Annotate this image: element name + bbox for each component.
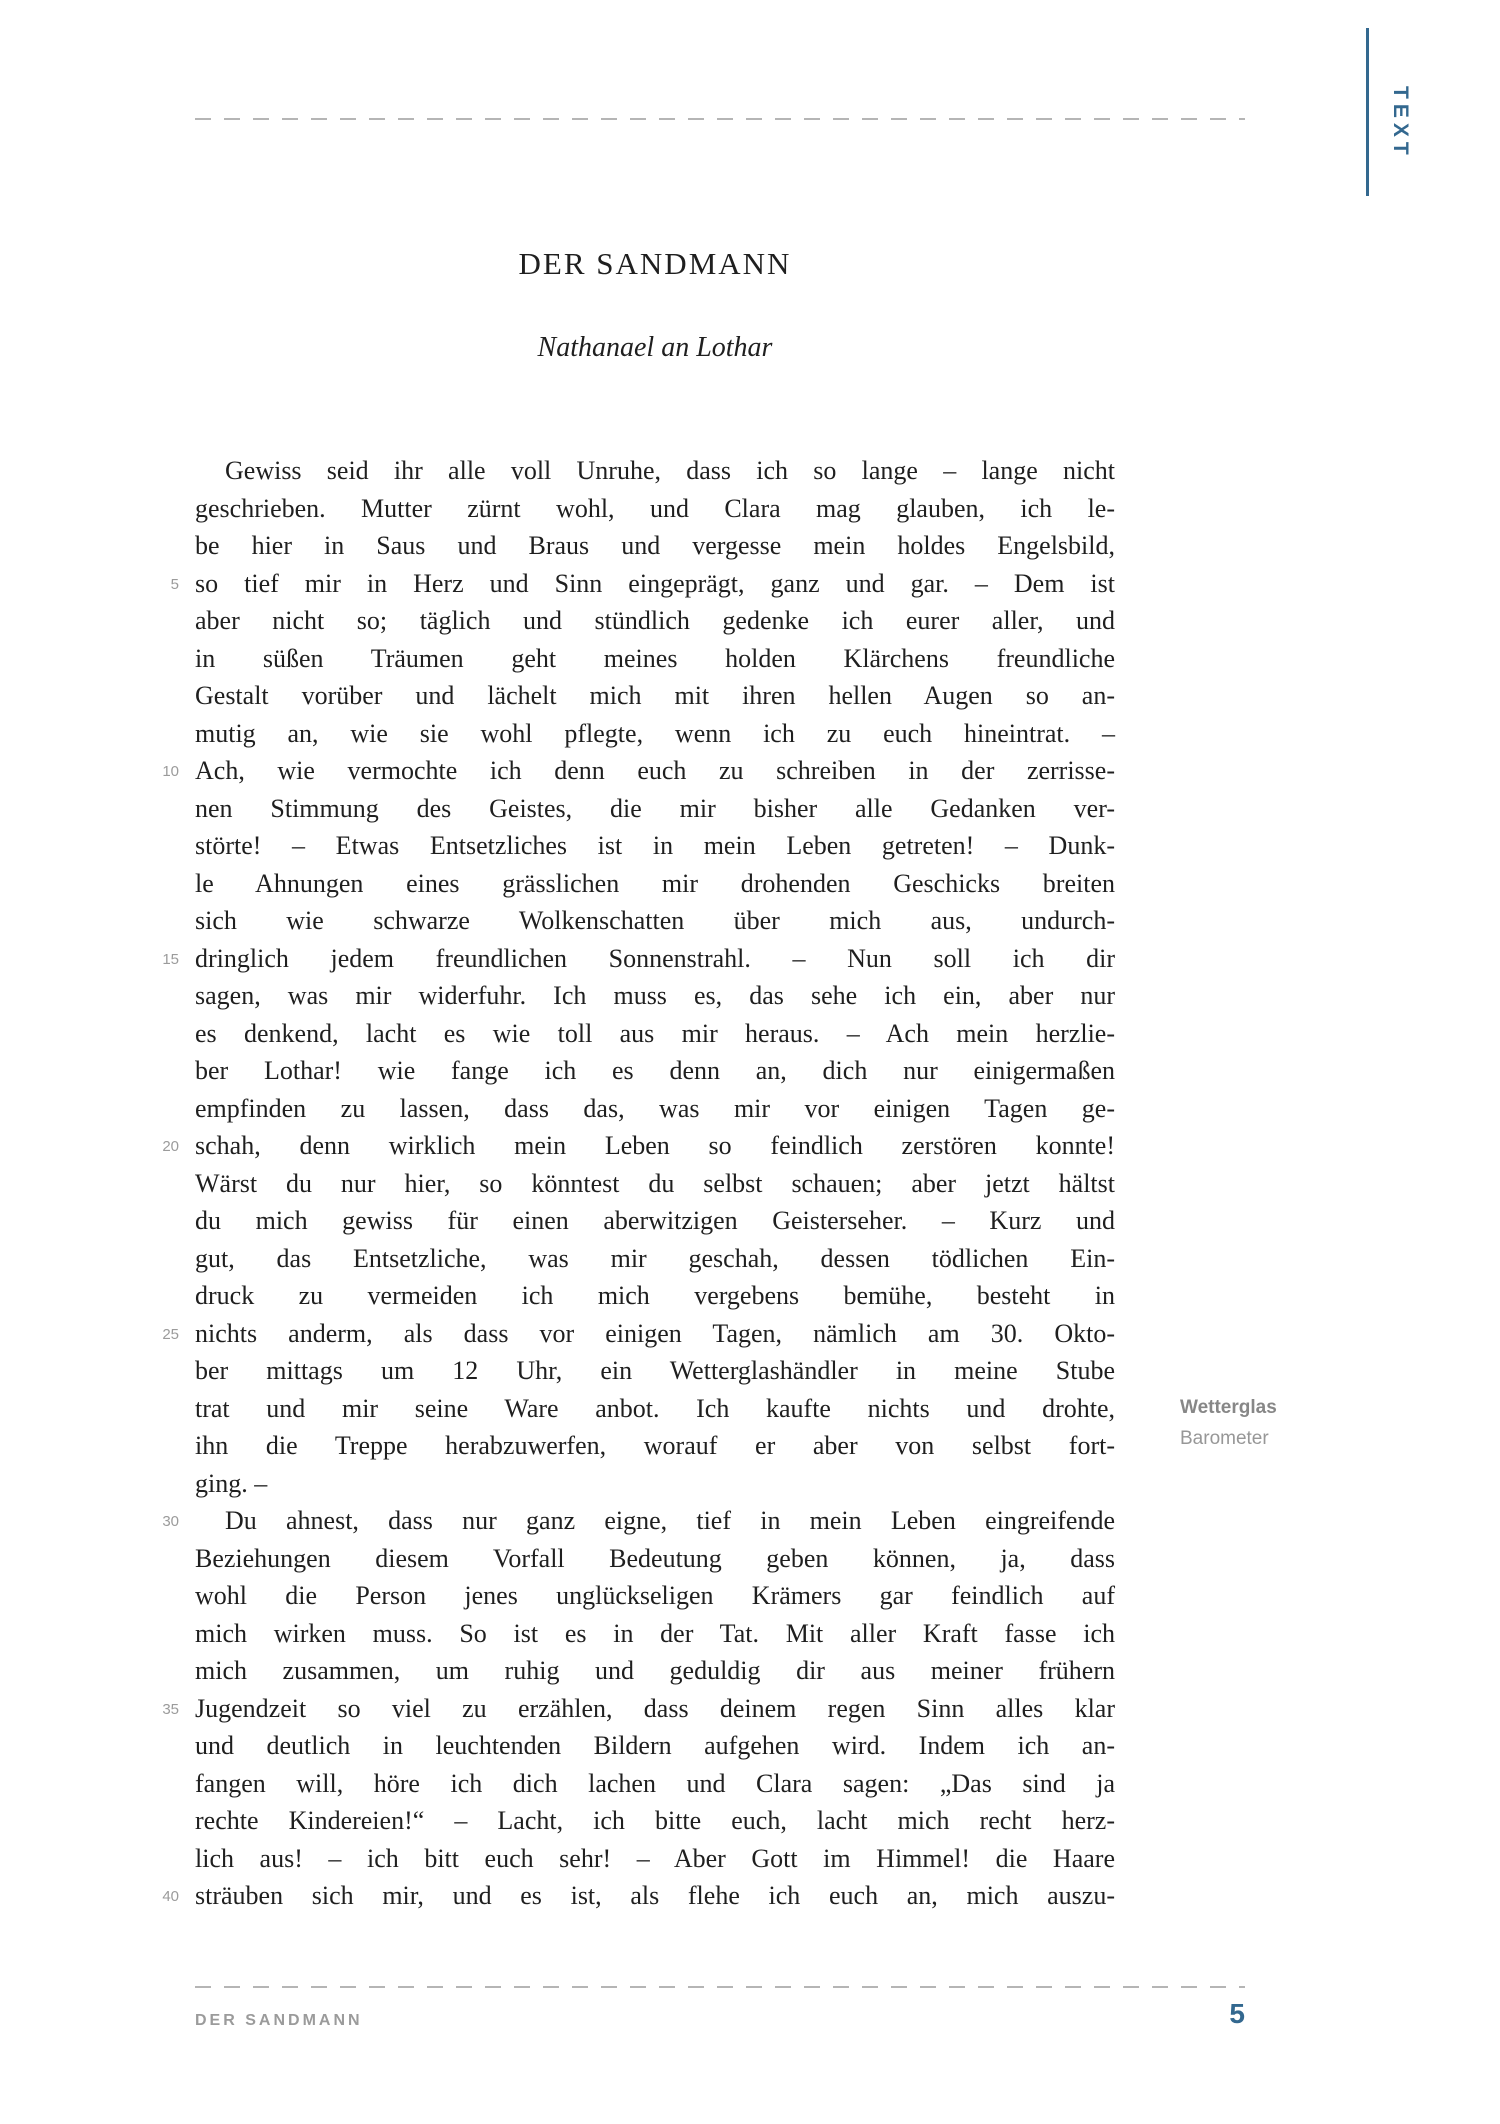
chapter-title: DER SANDMANN bbox=[518, 246, 792, 281]
text-line bbox=[170, 565, 1115, 603]
text-line bbox=[162, 1502, 1115, 1540]
line-text: Du ahnest, dass nur ganz eigne, tief in mein Leben eingreifende bbox=[225, 1506, 1115, 1535]
line-text: ihn die Treppe herabzuwerfen, worauf er aber von selbst fort- bbox=[195, 1431, 1115, 1460]
text-line bbox=[195, 1052, 1115, 1090]
line-text: schah, denn wirklich mein Leben so feindlich zerstören konnte! bbox=[195, 1131, 1115, 1160]
line-text: geschrieben. Mutter zürnt wohl, und Clara mag glauben, ich le- bbox=[195, 493, 1115, 523]
text-line bbox=[195, 1240, 1115, 1278]
margin-note-term: Wetterglas bbox=[1180, 1396, 1277, 1418]
text-line bbox=[195, 1802, 1115, 1840]
text-line bbox=[195, 1840, 1115, 1878]
line-number: 5 bbox=[170, 575, 179, 593]
line-text: es denkend, lacht es wie toll aus mir heraus. – Ach mein herzlie- bbox=[195, 1018, 1115, 1048]
text-line bbox=[195, 640, 1115, 678]
line-text: sträuben sich mir, und es ist, als flehe ich euch an, mich auszu- bbox=[195, 1881, 1115, 1910]
line-text: und deutlich in leuchtenden Bildern aufgehen wird. Indem ich an- bbox=[195, 1731, 1115, 1760]
section-tab-label: TEXT bbox=[1389, 86, 1412, 160]
text-line bbox=[162, 1877, 1115, 1915]
line-text: be hier in Saus und Braus und vergesse mein holdes Engelsbild, bbox=[195, 531, 1115, 560]
line-text: mich wirken muss. So ist es in der Tat. Mit aller Kraft fasse ich bbox=[195, 1618, 1115, 1648]
body-text bbox=[162, 452, 1115, 1915]
line-text: gut, das Entsetzliche, was mir geschah, dessen tödlichen Ein- bbox=[195, 1243, 1115, 1273]
text-line bbox=[195, 1465, 1115, 1503]
line-text: ging. – bbox=[195, 1468, 268, 1498]
text-line bbox=[195, 1202, 1115, 1240]
chapter-subtitle: Nathanael an Lothar bbox=[537, 332, 773, 363]
text-line bbox=[195, 527, 1115, 565]
text-line bbox=[195, 1427, 1115, 1465]
line-text: Gestalt vorüber und lächelt mich mit ihren hellen Augen so an- bbox=[195, 681, 1115, 710]
page-number: 5 bbox=[1229, 1998, 1245, 2029]
text-line bbox=[195, 1165, 1115, 1203]
text-line bbox=[195, 452, 1115, 490]
text-line bbox=[195, 1577, 1115, 1615]
line-number: 15 bbox=[162, 950, 179, 968]
text-line bbox=[195, 602, 1115, 640]
bottom-divider bbox=[195, 1986, 1245, 1988]
line-text: lich aus! – ich bitt euch sehr! – Aber Gott im Himmel! die Haare bbox=[195, 1843, 1115, 1873]
line-text: wohl die Person jenes unglückseligen Krämers gar feindlich auf bbox=[195, 1581, 1115, 1610]
line-text: le Ahnungen eines grässlichen mir drohenden Geschicks breiten bbox=[195, 868, 1115, 898]
line-text: du mich gewiss für einen aberwitzigen Geisterseher. – Kurz und bbox=[195, 1206, 1115, 1235]
text-line bbox=[195, 977, 1115, 1015]
text-line bbox=[162, 752, 1115, 790]
text-line bbox=[162, 1127, 1115, 1165]
line-text: störte! – Etwas Entsetzliches ist in mein Leben getreten! – Dunk- bbox=[195, 831, 1115, 860]
line-text: empfinden zu lassen, dass das, was mir vor einigen Tagen ge- bbox=[195, 1093, 1115, 1123]
line-text: Gewiss seid ihr alle voll Unruhe, dass ich so lange – lange nicht bbox=[225, 456, 1115, 485]
line-number: 25 bbox=[162, 1325, 179, 1343]
text-line bbox=[195, 1277, 1115, 1315]
line-text: Wärst du nur hier, so könntest du selbst schauen; aber jetzt hältst bbox=[195, 1168, 1115, 1198]
text-line bbox=[195, 1352, 1115, 1390]
line-number: 10 bbox=[162, 763, 179, 780]
line-number: 20 bbox=[162, 1138, 179, 1155]
text-line bbox=[195, 1652, 1115, 1690]
line-number: 40 bbox=[162, 1888, 179, 1905]
line-text: dringlich jedem freundlichen Sonnenstrahl. – Nun soll ich dir bbox=[195, 943, 1115, 973]
top-divider bbox=[195, 118, 1245, 120]
line-text: Ach, wie vermochte ich denn euch zu schreiben in der zerrisse- bbox=[195, 756, 1115, 785]
line-number: 35 bbox=[162, 1700, 179, 1718]
text-line bbox=[195, 1727, 1115, 1765]
line-text: Beziehungen diesem Vorfall Bedeutung geben können, ja, dass bbox=[195, 1543, 1115, 1573]
text-line bbox=[195, 1615, 1115, 1653]
line-text: fangen will, höre ich dich lachen und Clara sagen: „Das sind ja bbox=[195, 1768, 1115, 1798]
line-text: aber nicht so; täglich und stündlich gedenke ich eurer aller, und bbox=[195, 606, 1115, 635]
margin-note bbox=[1180, 1392, 1450, 1454]
margin-note-gloss: Barometer bbox=[1180, 1427, 1269, 1449]
text-line bbox=[195, 902, 1115, 940]
text-line bbox=[195, 1015, 1115, 1053]
line-text: sich wie schwarze Wolkenschatten über mich aus, undurch- bbox=[195, 906, 1115, 935]
line-number: 30 bbox=[162, 1513, 179, 1530]
text-line bbox=[195, 715, 1115, 753]
line-text: in süßen Träumen geht meines holden Klärchens freundliche bbox=[195, 643, 1115, 673]
line-text: mich zusammen, um ruhig und geduldig dir aus meiner frühern bbox=[195, 1656, 1115, 1685]
line-text: trat und mir seine Ware anbot. Ich kaufte nichts und drohte, bbox=[195, 1393, 1115, 1423]
text-line bbox=[195, 827, 1115, 865]
running-footer: DER SANDMANN bbox=[195, 2012, 363, 2029]
text-line bbox=[195, 1540, 1115, 1578]
line-text: mutig an, wie sie wohl pflegte, wenn ich zu euch hineintrat. – bbox=[195, 718, 1115, 748]
line-text: nen Stimmung des Geistes, die mir bisher alle Gedanken ver- bbox=[195, 793, 1115, 823]
line-text: Jugendzeit so viel zu erzählen, dass deinem regen Sinn alles klar bbox=[195, 1693, 1115, 1723]
line-text: ber mittags um 12 Uhr, ein Wetterglashändler in meine Stube bbox=[195, 1356, 1115, 1385]
text-line bbox=[195, 490, 1115, 528]
text-line bbox=[195, 790, 1115, 828]
text-line bbox=[195, 1090, 1115, 1128]
text-line bbox=[195, 1765, 1115, 1803]
text-line bbox=[162, 1315, 1115, 1353]
line-text: ber Lothar! wie fange ich es denn an, dich nur einigermaßen bbox=[195, 1056, 1115, 1085]
text-line bbox=[162, 940, 1115, 978]
text-line bbox=[195, 865, 1115, 903]
text-line bbox=[195, 677, 1115, 715]
line-text: sagen, was mir widerfuhr. Ich muss es, das sehe ich ein, aber nur bbox=[195, 981, 1115, 1010]
line-text: druck zu vermeiden ich mich vergebens bemühe, besteht in bbox=[195, 1281, 1115, 1310]
line-text: so tief mir in Herz und Sinn eingeprägt, ganz und gar. – Dem ist bbox=[195, 568, 1115, 598]
section-tab-rule bbox=[1366, 28, 1369, 196]
text-line bbox=[195, 1390, 1115, 1428]
line-text: nichts anderm, als dass vor einigen Tagen, nämlich am 30. Okto- bbox=[195, 1318, 1115, 1348]
line-text: rechte Kindereien!“ – Lacht, ich bitte euch, lacht mich recht herz- bbox=[195, 1806, 1115, 1835]
text-line bbox=[162, 1690, 1115, 1728]
